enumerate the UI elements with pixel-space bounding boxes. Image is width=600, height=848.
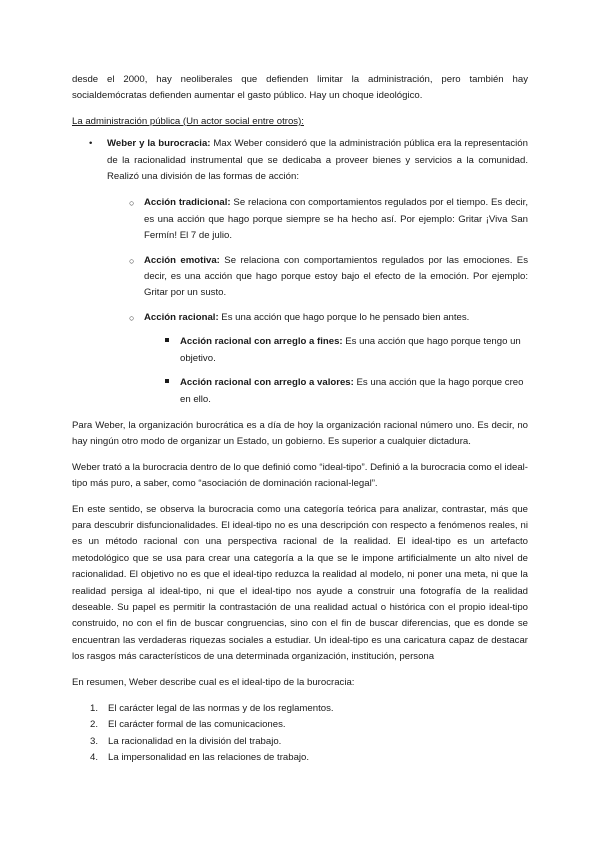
list-number: 4. (90, 752, 99, 764)
circle-bullet-icon: ○ (129, 255, 135, 266)
rational-text: Es una acción que hago porque tengo un objetivo. (180, 336, 521, 364)
list-item (72, 734, 528, 750)
square-bullet-icon (165, 379, 169, 383)
numbered-list (72, 701, 528, 767)
body-paragraph: Para Weber, la organización burocrática es a día de hoy la organización racional número uno. Es decir, no hay ningún otro modo de organizar un Estado, un gobierno. Es superior a cualquier dictadura. (72, 419, 528, 448)
circle-bullet-icon: ○ (129, 312, 135, 323)
circle-bullet-icon: ○ (129, 198, 135, 209)
list-number: 1. (90, 703, 99, 714)
page-content (72, 72, 528, 767)
action-item (72, 310, 528, 326)
body-paragraph: En resumen, Weber describe cual es el ideal-tipo de la burocracia: (72, 676, 355, 688)
rational-title: Acción racional con arreglo a fines: (180, 336, 343, 348)
list-text: El carácter formal de las comunicaciones. (108, 719, 286, 731)
section-heading: La administración pública (Un actor social entre otros): (72, 115, 304, 127)
action-title: Acción emotiva: (144, 254, 220, 266)
weber-title: Weber y la burocracia: (107, 138, 211, 150)
intro-paragraph: desde el 2000, hay neoliberales que defienden limitar la administración, pero también hay socialdemócratas defienden aumentar el gasto público. Hay un choque ideológico. (72, 74, 528, 102)
rational-subitem (72, 334, 528, 367)
bullet-icon: • (89, 138, 93, 150)
body-paragraph: En este sentido, se observa la burocracia como una categoría teórica para analizar, contrastar, más que para descubrir disfuncionalidades. El ideal-tipo no es una descripción con respecto a fenómenos reales, ni es un método racional con una perspectiva racional de la realidad. El ideal-tipo es un artefacto metodológico que se usa para crear una categoría a la que se le impone artificialmente un alto nivel de racionalidad. El objetivo no es que el ideal-tipo reduzca la realidad al modelo, ni poner una meta, ni que la realidad persiga al ideal-tipo, ni que el ideal-tipo nos ayude a construir una fotografía de la realidad deseable. Su papel es permitir la contrastación de una realidad actual o histórica con el propio ideal-tipo construido, no con el fin de buscar congruencias, sino con el fin de buscar diferencias, que es donde se encuentran las verdaderas riquezas sociales a estudiar. Un ideal-tipo es una caricatura capaz de destacar los rasgos más característicos de una determinada organización, institución, persona (72, 503, 528, 663)
list-number: 2. (90, 719, 99, 731)
list-text: El carácter legal de las normas y de los reglamentos. (108, 703, 334, 714)
action-text: Se relaciona con comportamientos regulados por el tiempo. Es decir, es una acción que hago porque siempre se ha hecho así. Por ejemplo: Gritar ¡Viva San Fermín! El 7 de julio. (144, 197, 528, 242)
action-item (72, 253, 528, 302)
weber-text: Max Weber consideró que la administración pública era la representación de la racionalidad instrumental que se dedicaba a proveer bienes y servicios a la comunidad. Realizó una división de las formas de acción: (107, 138, 528, 183)
list-item (72, 717, 528, 733)
action-text: Se relaciona con comportamientos regulados por las emociones. Es decir, es una acción que hago porque estoy bajo el efecto de la emoción. Por ejemplo: Gritar por un susto. (144, 254, 528, 299)
list-number: 3. (90, 735, 99, 747)
rational-subitem (72, 375, 528, 408)
list-item (72, 750, 528, 766)
list-text: La racionalidad en la división del trabajo. (108, 735, 282, 747)
action-item (72, 195, 528, 244)
list-item (72, 701, 528, 717)
action-title: Acción tradicional: (144, 197, 231, 209)
weber-bullet (72, 136, 528, 185)
action-text: Es una acción que hago porque lo he pensado bien antes. (218, 311, 470, 323)
body-paragraph: Weber trató a la burocracia dentro de lo que definió como “ideal-tipo”. Definió a la burocracia como el ideal-tipo más puro, a saber, como “asociación de dominación racional-legal”. (72, 461, 528, 490)
square-bullet-icon (165, 338, 169, 342)
rational-title: Acción racional con arreglo a valores: (180, 377, 354, 389)
rational-text: Es una acción que la hago porque creo en ello. (180, 377, 524, 405)
list-text: La impersonalidad en las relaciones de trabajo. (108, 752, 310, 764)
action-title: Acción racional: (144, 311, 219, 323)
